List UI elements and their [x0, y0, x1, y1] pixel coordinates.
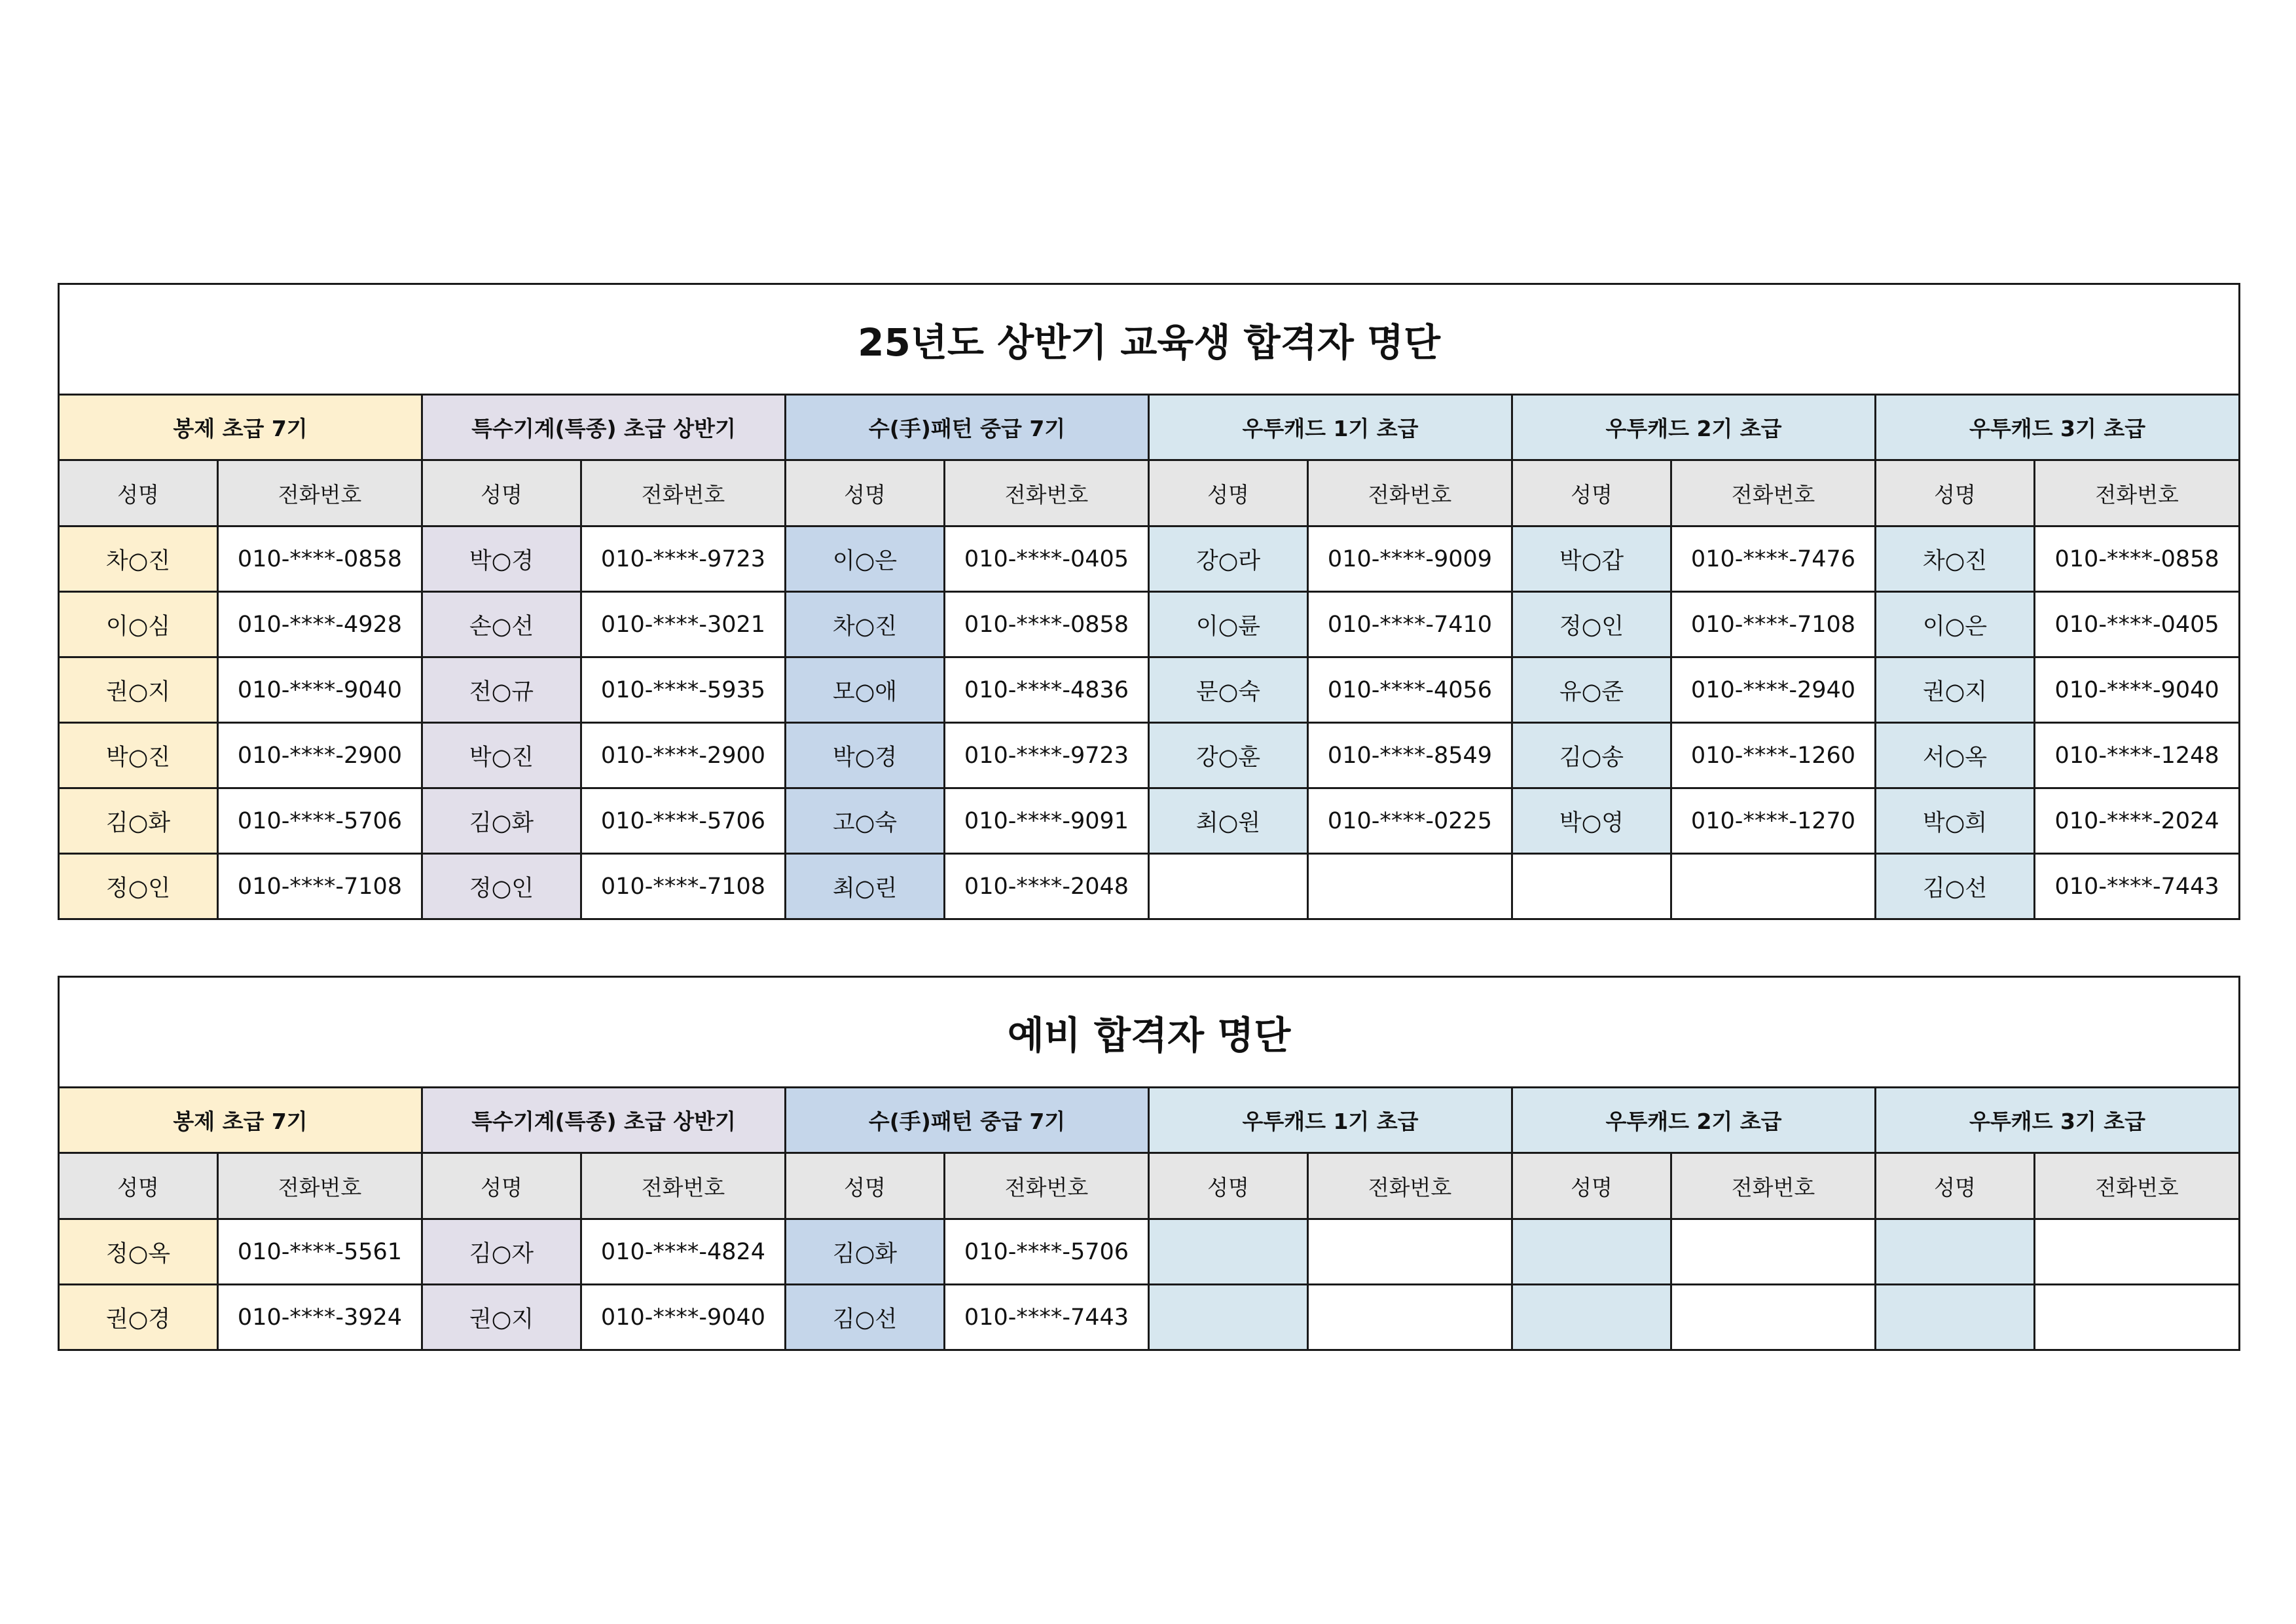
trainee-name: 이○심: [59, 592, 218, 657]
trainee-phone: 010-****-0225: [1308, 788, 1512, 854]
reserve-title: 예비 합격자 명단: [59, 977, 2240, 1088]
phone-column-header: 전화번호: [218, 460, 422, 526]
trainee-name: [1876, 1219, 2035, 1285]
trainee-name: 차○진: [786, 592, 945, 657]
name-column-header: 성명: [1149, 1153, 1308, 1219]
trainee-phone: 010-****-0405: [945, 526, 1149, 592]
trainee-phone: 010-****-0858: [2035, 526, 2240, 592]
trainee-phone: [2035, 1285, 2240, 1350]
course-header: 우투캐드 2기 초급: [1512, 395, 1876, 460]
reserve-roster-body: [59, 977, 2240, 1350]
trainee-name: [1149, 854, 1308, 919]
trainee-phone: 010-****-4836: [945, 657, 1149, 723]
trainee-name: [1149, 1219, 1308, 1285]
trainee-name: 최○린: [786, 854, 945, 919]
trainee-phone: 010-****-7443: [945, 1285, 1149, 1350]
table-row: [59, 788, 2240, 854]
trainee-phone: 010-****-3924: [218, 1285, 422, 1350]
trainee-name: 박○경: [422, 526, 581, 592]
trainee-name: 김○송: [1512, 723, 1671, 788]
trainee-phone: 010-****-4056: [1308, 657, 1512, 723]
trainee-phone: 010-****-9040: [2035, 657, 2240, 723]
course-header-row: [59, 395, 2240, 460]
phone-column-header: 전화번호: [945, 460, 1149, 526]
table-row: [59, 854, 2240, 919]
trainee-name: 권○지: [1876, 657, 2035, 723]
trainee-phone: 010-****-7443: [2035, 854, 2240, 919]
trainee-phone: [1671, 1285, 1876, 1350]
trainee-name: 박○갑: [1512, 526, 1671, 592]
course-header: 봉제 초급 7기: [59, 1088, 422, 1153]
course-header: 수(手)패턴 중급 7기: [786, 1088, 1149, 1153]
main-roster-table: [58, 283, 2240, 920]
trainee-name: 정○인: [422, 854, 581, 919]
trainee-phone: [1671, 1219, 1876, 1285]
trainee-name: 박○진: [59, 723, 218, 788]
trainee-name: 모○애: [786, 657, 945, 723]
trainee-phone: 010-****-1260: [1671, 723, 1876, 788]
trainee-phone: 010-****-7108: [218, 854, 422, 919]
course-header: 특수기계(특종) 초급 상반기: [422, 1088, 786, 1153]
trainee-phone: [2035, 1219, 2240, 1285]
trainee-phone: 010-****-0858: [945, 592, 1149, 657]
table-row: [59, 723, 2240, 788]
trainee-name: 김○화: [786, 1219, 945, 1285]
name-column-header: 성명: [422, 460, 581, 526]
trainee-name: [1512, 854, 1671, 919]
trainee-phone: 010-****-5935: [581, 657, 786, 723]
trainee-phone: 010-****-5561: [218, 1219, 422, 1285]
trainee-name: 차○진: [1876, 526, 2035, 592]
trainee-name: 박○진: [422, 723, 581, 788]
trainee-phone: 010-****-2048: [945, 854, 1149, 919]
name-column-header: 성명: [59, 460, 218, 526]
table-row: [59, 1285, 2240, 1350]
trainee-name: 박○영: [1512, 788, 1671, 854]
name-column-header: 성명: [422, 1153, 581, 1219]
trainee-phone: [1308, 1219, 1512, 1285]
table-row: [59, 1219, 2240, 1285]
phone-column-header: 전화번호: [1671, 1153, 1876, 1219]
trainee-phone: 010-****-9091: [945, 788, 1149, 854]
course-header: 우투캐드 2기 초급: [1512, 1088, 1876, 1153]
column-header-row: [59, 1153, 2240, 1219]
phone-column-header: 전화번호: [2035, 1153, 2240, 1219]
trainee-phone: 010-****-2900: [218, 723, 422, 788]
trainee-name: 권○경: [59, 1285, 218, 1350]
trainee-name: [1512, 1285, 1671, 1350]
trainee-name: 정○옥: [59, 1219, 218, 1285]
trainee-name: [1512, 1219, 1671, 1285]
name-column-header: 성명: [786, 460, 945, 526]
phone-column-header: 전화번호: [1308, 460, 1512, 526]
trainee-name: 최○원: [1149, 788, 1308, 854]
trainee-name: 손○선: [422, 592, 581, 657]
trainee-phone: 010-****-8549: [1308, 723, 1512, 788]
trainee-name: 강○훈: [1149, 723, 1308, 788]
trainee-phone: 010-****-1248: [2035, 723, 2240, 788]
name-column-header: 성명: [1876, 1153, 2035, 1219]
trainee-phone: 010-****-1270: [1671, 788, 1876, 854]
phone-column-header: 전화번호: [1308, 1153, 1512, 1219]
phone-column-header: 전화번호: [218, 1153, 422, 1219]
column-header-row: [59, 460, 2240, 526]
trainee-phone: [1671, 854, 1876, 919]
trainee-name: 권○지: [422, 1285, 581, 1350]
course-header: 우투캐드 3기 초급: [1876, 1088, 2240, 1153]
trainee-name: 고○숙: [786, 788, 945, 854]
main-title: 25년도 상반기 교육생 합격자 명단: [59, 284, 2240, 395]
course-header: 특수기계(특종) 초급 상반기: [422, 395, 786, 460]
name-column-header: 성명: [1512, 1153, 1671, 1219]
name-column-header: 성명: [1876, 460, 2035, 526]
trainee-name: 김○화: [422, 788, 581, 854]
trainee-phone: 010-****-3021: [581, 592, 786, 657]
trainee-phone: 010-****-5706: [581, 788, 786, 854]
trainee-phone: 010-****-9723: [581, 526, 786, 592]
main-roster-body: [59, 284, 2240, 919]
course-header: 우투캐드 1기 초급: [1149, 395, 1512, 460]
trainee-phone: 010-****-0858: [218, 526, 422, 592]
trainee-name: 정○인: [1512, 592, 1671, 657]
phone-column-header: 전화번호: [1671, 460, 1876, 526]
table-row: [59, 526, 2240, 592]
trainee-phone: 010-****-9040: [218, 657, 422, 723]
trainee-name: 김○선: [1876, 854, 2035, 919]
trainee-phone: 010-****-5706: [945, 1219, 1149, 1285]
trainee-phone: [1308, 854, 1512, 919]
trainee-phone: 010-****-0405: [2035, 592, 2240, 657]
trainee-name: 이○륜: [1149, 592, 1308, 657]
trainee-name: 서○옥: [1876, 723, 2035, 788]
trainee-name: 김○화: [59, 788, 218, 854]
trainee-phone: 010-****-7108: [581, 854, 786, 919]
trainee-name: 이○은: [1876, 592, 2035, 657]
trainee-name: [1149, 1285, 1308, 1350]
name-column-header: 성명: [59, 1153, 218, 1219]
course-header: 봉제 초급 7기: [59, 395, 422, 460]
table-row: [59, 657, 2240, 723]
trainee-phone: 010-****-4928: [218, 592, 422, 657]
phone-column-header: 전화번호: [945, 1153, 1149, 1219]
course-header-row: [59, 1088, 2240, 1153]
trainee-name: 전○규: [422, 657, 581, 723]
trainee-name: 차○진: [59, 526, 218, 592]
trainee-phone: 010-****-9009: [1308, 526, 1512, 592]
name-column-header: 성명: [786, 1153, 945, 1219]
course-header: 수(手)패턴 중급 7기: [786, 395, 1149, 460]
trainee-phone: 010-****-2024: [2035, 788, 2240, 854]
trainee-name: 김○자: [422, 1219, 581, 1285]
trainee-phone: 010-****-7476: [1671, 526, 1876, 592]
trainee-name: 문○숙: [1149, 657, 1308, 723]
trainee-phone: [1308, 1285, 1512, 1350]
trainee-name: 유○준: [1512, 657, 1671, 723]
trainee-name: 박○경: [786, 723, 945, 788]
trainee-phone: 010-****-7410: [1308, 592, 1512, 657]
table-row: [59, 592, 2240, 657]
phone-column-header: 전화번호: [2035, 460, 2240, 526]
trainee-name: 정○인: [59, 854, 218, 919]
trainee-name: 권○지: [59, 657, 218, 723]
trainee-phone: 010-****-9723: [945, 723, 1149, 788]
phone-column-header: 전화번호: [581, 1153, 786, 1219]
trainee-name: 이○은: [786, 526, 945, 592]
name-column-header: 성명: [1149, 460, 1308, 526]
trainee-phone: 010-****-2900: [581, 723, 786, 788]
trainee-phone: 010-****-5706: [218, 788, 422, 854]
trainee-name: 김○선: [786, 1285, 945, 1350]
trainee-name: 강○라: [1149, 526, 1308, 592]
trainee-phone: 010-****-4824: [581, 1219, 786, 1285]
trainee-phone: 010-****-7108: [1671, 592, 1876, 657]
trainee-name: 박○희: [1876, 788, 2035, 854]
course-header: 우투캐드 1기 초급: [1149, 1088, 1512, 1153]
trainee-name: [1876, 1285, 2035, 1350]
reserve-roster-table: [58, 976, 2240, 1351]
phone-column-header: 전화번호: [581, 460, 786, 526]
trainee-phone: 010-****-9040: [581, 1285, 786, 1350]
name-column-header: 성명: [1512, 460, 1671, 526]
course-header: 우투캐드 3기 초급: [1876, 395, 2240, 460]
trainee-phone: 010-****-2940: [1671, 657, 1876, 723]
